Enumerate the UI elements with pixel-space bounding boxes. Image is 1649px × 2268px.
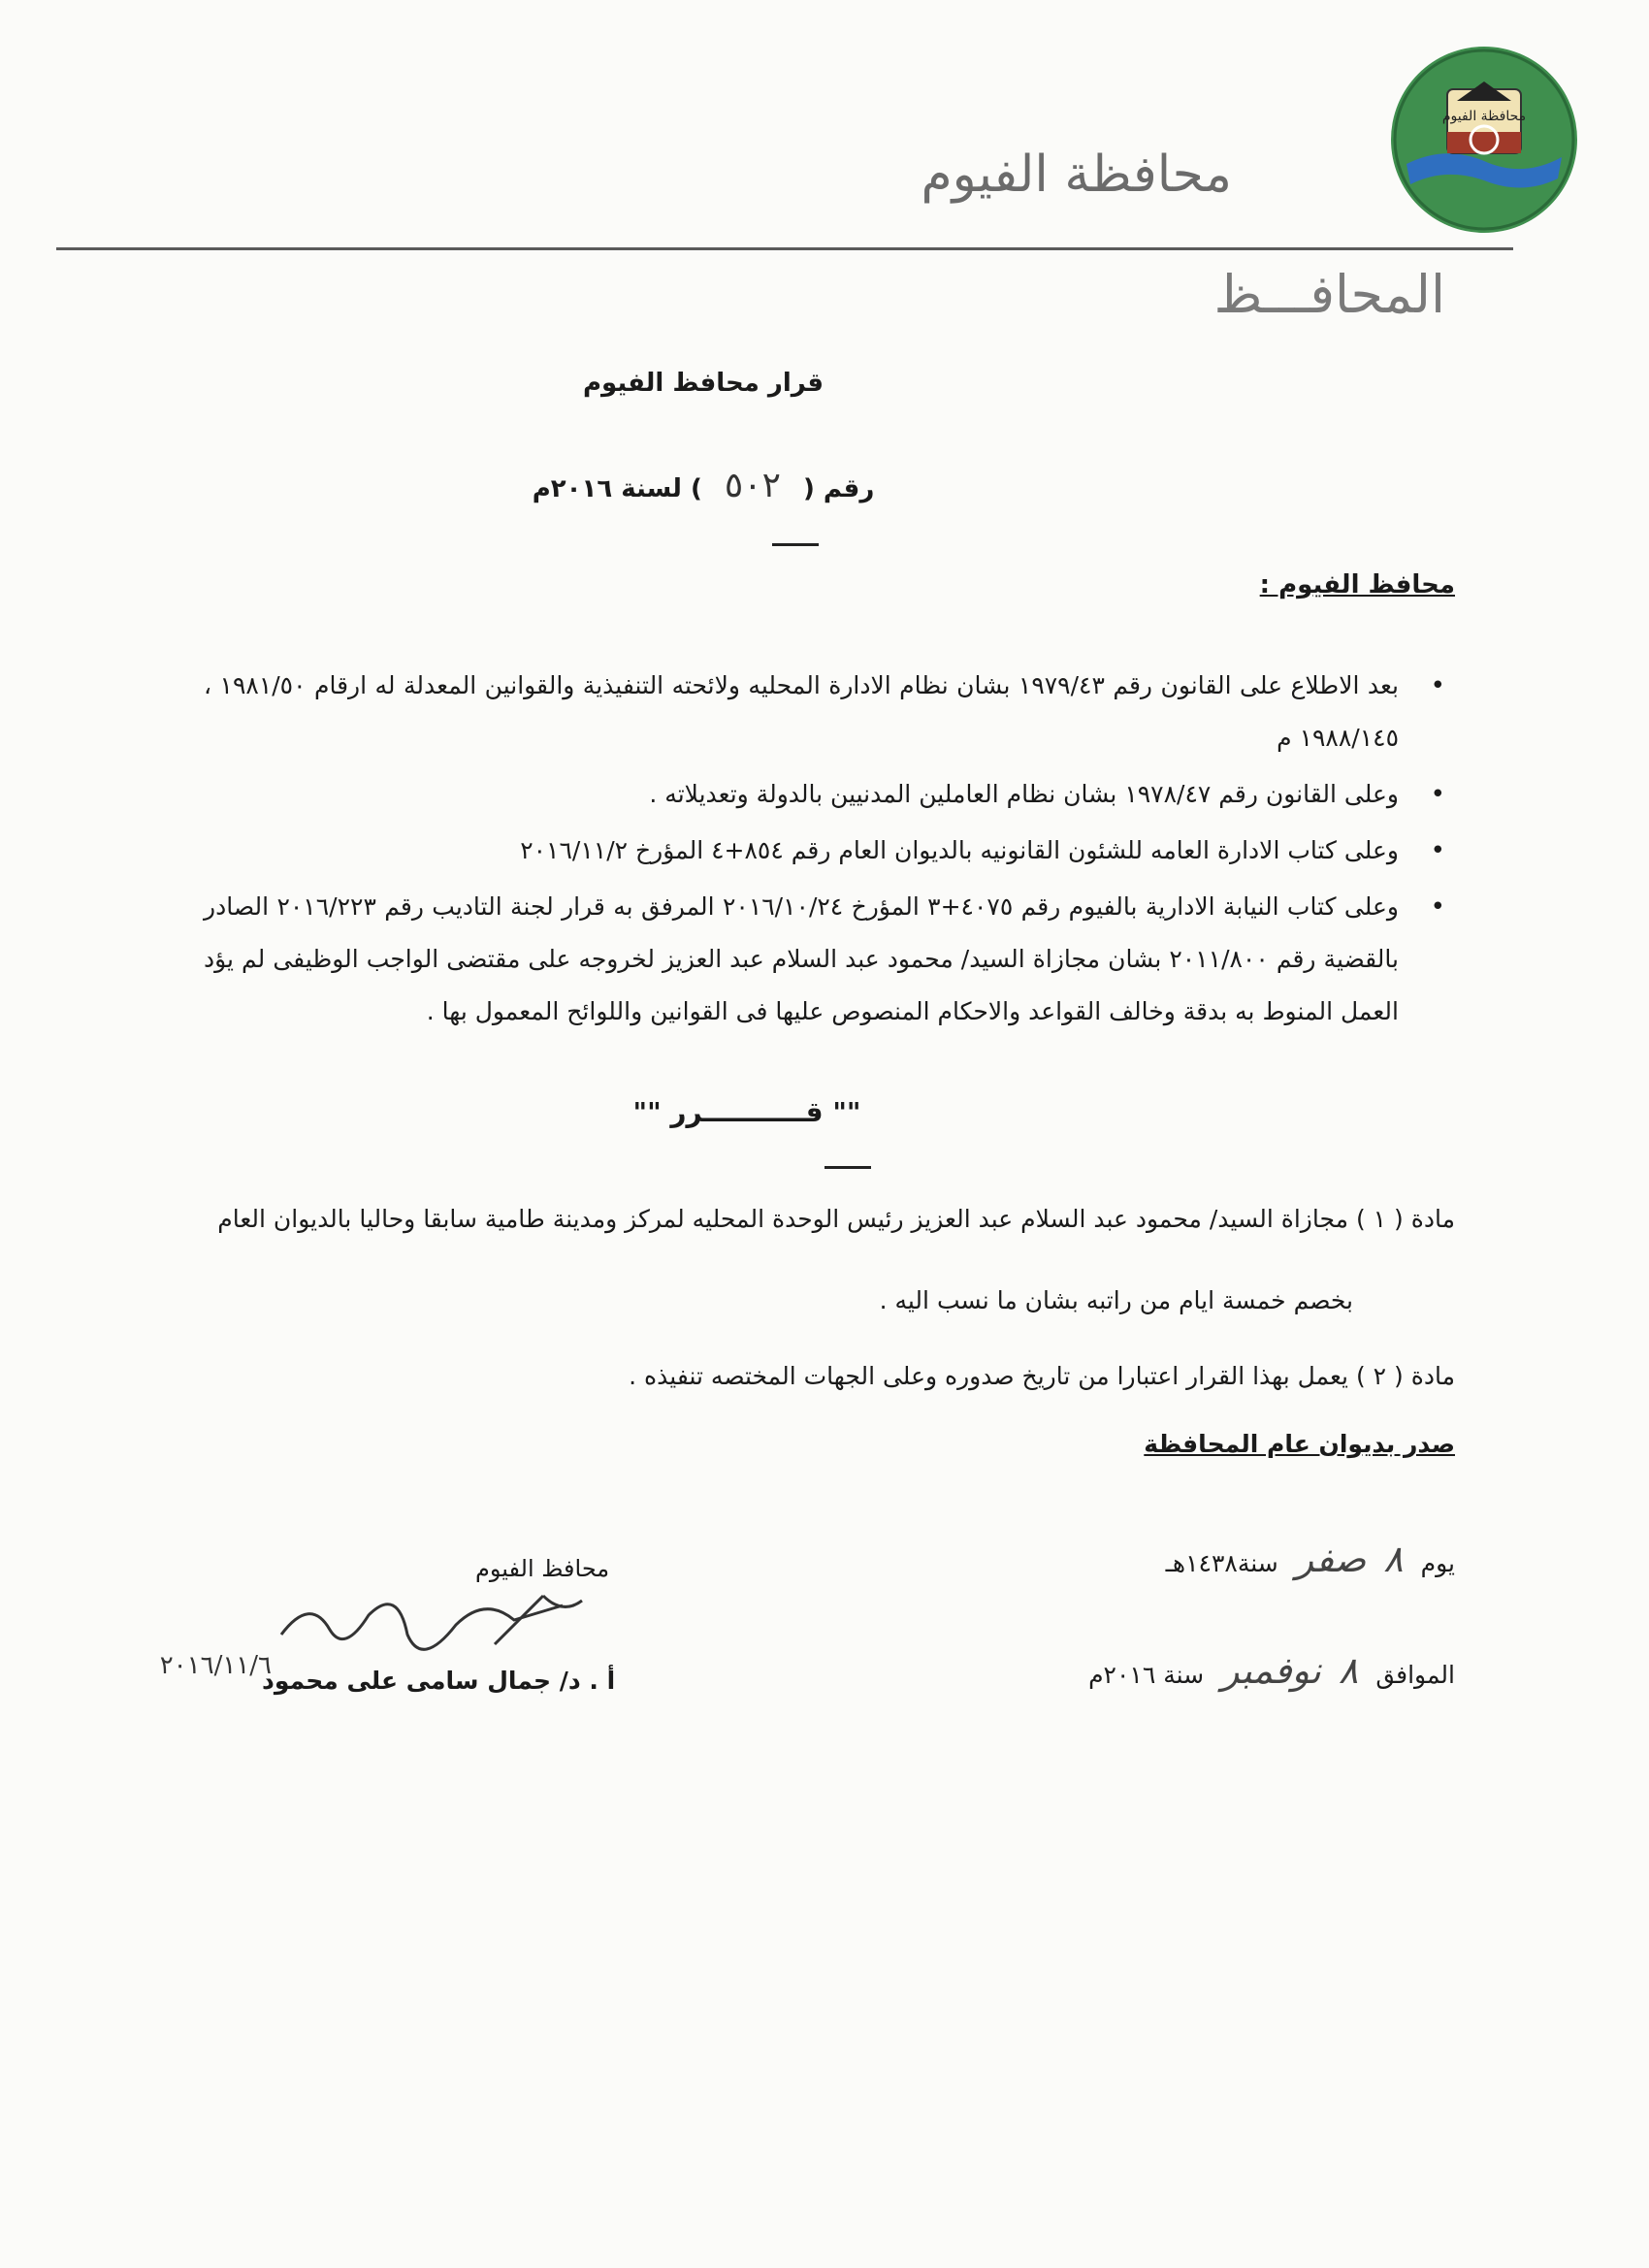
gregorian-month: نوفمبر (1221, 1649, 1321, 1692)
gregorian-year: سنة ٢٠١٦م (1088, 1661, 1205, 1689)
preamble-item: • وعلى كتاب النيابة الادارية بالفيوم رقم ٤٠٧٥+٣ المؤرخ ٢٠١٦/١٠/٢٤ المرفق به قرار لجنة التاديب رقم ٢٠١٦/٢٢٣ الصادر بالقضية رقم ٢٠١١/٨٠٠ بشان مجازاة السيد/ محمود عبد السلام عبد العزيز لخروجه على مقتضى الواجب الوظيفى لم يؤد العمل المنوط به بدقة وخالف القواعد والاحكام المنصوص عليها فى القوانين واللوائح المعمول بها . (204, 881, 1455, 1038)
decision-number-value: ٥٠٢ (724, 466, 781, 505)
gregorian-date (1088, 1649, 1455, 1692)
logo-text: محافظة الفيوم (1441, 109, 1527, 124)
hijri-day: ٨ (1383, 1538, 1404, 1580)
hijri-month: صفر (1295, 1538, 1367, 1580)
hijri-date (1166, 1538, 1455, 1580)
decision-title: قرار محافظ الفيوم (582, 369, 824, 398)
preamble-list (204, 660, 1455, 1042)
title-divider (772, 543, 819, 546)
preamble-item: • بعد الاطلاع على القانون رقم ١٩٧٩/٤٣ بشان نظام الادارة المحليه ولائحته التنفيذية والقوانين المعدلة له ارقام ١٩٨١/٥٠ ، ١٩٨٨/١٤٥ م (204, 660, 1455, 764)
issued-at: صدر بديوان عام المحافظة (1144, 1430, 1455, 1458)
governorate-logo (1387, 43, 1581, 237)
decision-number-suffix: ) لسنة ٢٠١٦م (532, 474, 702, 503)
governor-title: المحافـــظ (1213, 264, 1445, 325)
preamble-item: • وعلى القانون رقم ١٩٧٨/٤٧ بشان نظام العاملين المدنيين بالدولة وتعديلاته . (204, 768, 1455, 821)
signature-title: محافظ الفيوم (475, 1555, 610, 1582)
hijri-label: يوم (1420, 1549, 1455, 1577)
governorate-name: محافظة الفيوم (921, 146, 1232, 204)
article-1-text: مادة ( ١ ) مجازاة السيد/ محمود عبد السلام عبد العزيز رئيس الوحدة المحليه لمركز ومدينة طامية سابقا وحاليا بالديوان العام (217, 1205, 1455, 1233)
header-divider (56, 247, 1513, 250)
signature-date: ٢٠١٦/١١/٦ (159, 1651, 272, 1680)
decides-heading: "" قـــــــــــرر "" (632, 1096, 861, 1128)
preamble-item: • وعلى كتاب الادارة العامه للشئون القانونيه بالديوان العام رقم ٨٥٤+٤ المؤرخ ٢٠١٦/١١/٢ (204, 825, 1455, 877)
gregorian-day: ٨ (1338, 1649, 1359, 1692)
article-1 (155, 1191, 1455, 1329)
addressee: محافظ الفيوم : (1259, 570, 1455, 599)
decides-divider (824, 1166, 871, 1169)
hijri-year: سنة١٤٣٨هـ (1165, 1549, 1278, 1577)
decision-number-prefix: رقم ( (802, 474, 875, 503)
decision-number (0, 466, 1406, 505)
signatory-name: أ . د/ جمال سامى على محمود (262, 1667, 616, 1695)
gregorian-label: الموافق (1375, 1661, 1455, 1689)
article-2: مادة ( ٢ ) يعمل بهذا القرار اعتبارا من تاريخ صدوره وعلى الجهات المختصه تنفيذه . (629, 1362, 1455, 1390)
article-1-continuation: بخصم خمسة ايام من راتبه بشان ما نسب اليه . (879, 1286, 1353, 1314)
